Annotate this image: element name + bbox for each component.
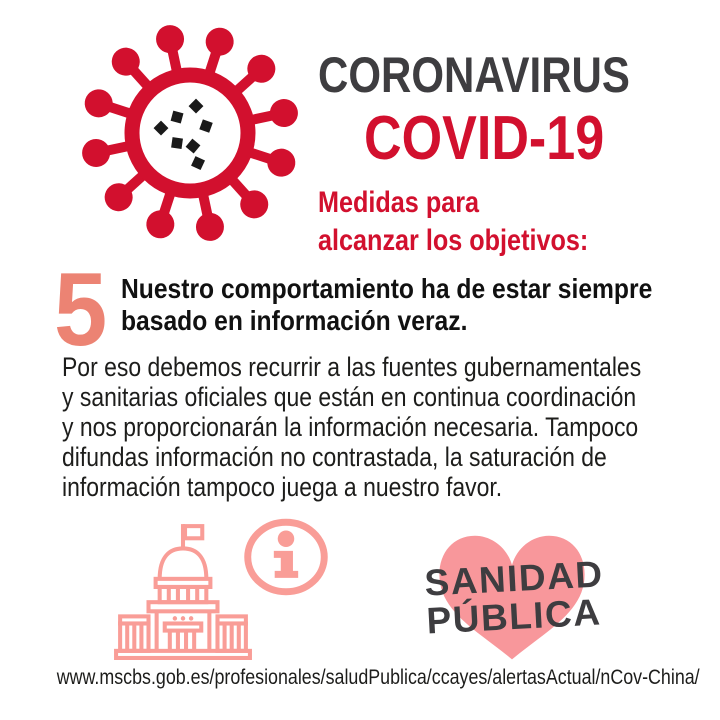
info-icon — [242, 517, 330, 597]
measure-body — [62, 352, 641, 502]
coronavirus-icon — [62, 18, 318, 248]
measure-heading-line-1: Nuestro comportamiento ha de estar siempre — [121, 273, 653, 304]
footer-url-row — [0, 666, 720, 690]
source-url: www.mscbs.gob.es/profesionales/saludPublica/ccayes/alertasActual/nCov-China/ — [56, 666, 700, 689]
tagline-line-1: Medidas para — [318, 186, 480, 219]
tagline-line-2: alcanzar los objetivos: — [318, 223, 589, 257]
measure-heading — [121, 273, 652, 337]
body-line-1: Por eso debemos recurrir a las fuentes gubernamentales — [62, 352, 642, 382]
sanidad-publica-logo — [408, 522, 620, 667]
page-subtitle: COVID-19 — [364, 104, 605, 173]
body-line-2: y sanitarias oficiales que están en continua coordinación — [62, 382, 637, 412]
body-line-5: información tampoco juega a nuestro favor. — [62, 472, 503, 502]
logo-text-line-1: SANIDAD — [423, 553, 605, 604]
virus-spikes — [79, 22, 300, 243]
virus-ring — [132, 75, 248, 191]
logo-text-line-2: PÚBLICA — [425, 591, 603, 642]
body-line-3: y nos proporcionarán la información necesaria. Tampoco — [62, 412, 639, 442]
virus-inner-particles — [154, 99, 213, 170]
tagline — [318, 184, 588, 259]
page-title: CORONAVIRUS — [318, 47, 630, 103]
government-building-icon — [112, 518, 254, 660]
body-line-4: difundas información no contrastada, la saturación de — [62, 442, 607, 472]
measure-heading-line-2: basado en información veraz. — [121, 304, 468, 336]
measure-number: 5 — [54, 252, 108, 368]
